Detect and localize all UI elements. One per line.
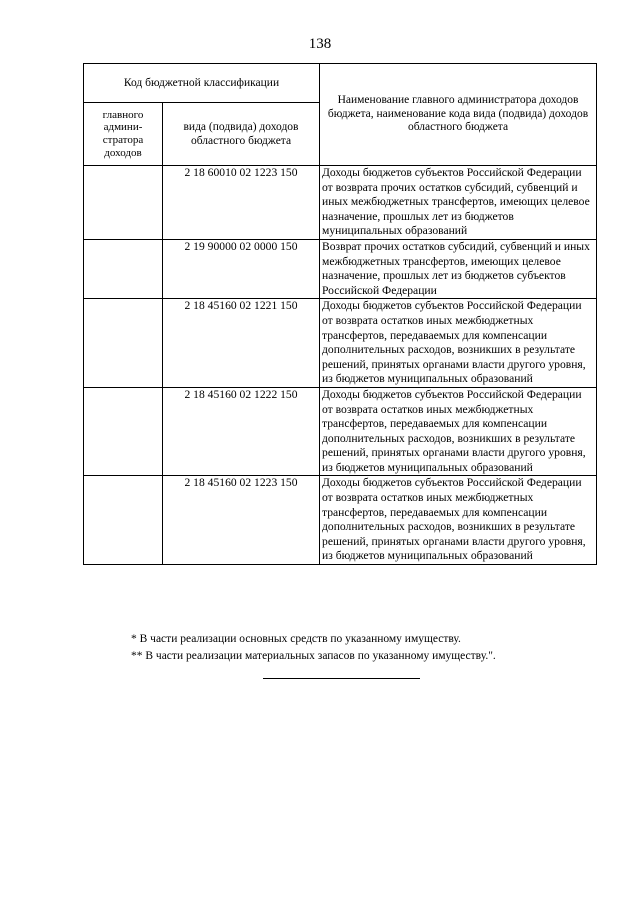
admin-code-cell xyxy=(84,239,163,298)
footnote-fixed-assets: * В части реализации основных средств по указанному имуществу. xyxy=(131,633,461,645)
table-row xyxy=(84,387,597,476)
header-income-type-code: вида (подвида) доходов областного бюджета xyxy=(163,103,320,166)
income-name-cell: Доходы бюджетов субъектов Российской Федерации от возврата остатков иных межбюджетных трансфертов, передаваемых для компенсации дополнительных расходов, возникших в результате решений, принятых органами власти другого уровня, из бюджетов муниципальных образований xyxy=(320,387,597,476)
income-code-cell: 2 18 45160 02 1223 150 xyxy=(163,476,320,565)
table-header-row xyxy=(84,64,597,103)
header-chief-administrator: главного админи-стратора доходов xyxy=(84,103,163,166)
income-code-cell: 2 19 90000 02 0000 150 xyxy=(163,239,320,298)
table-row xyxy=(84,239,597,298)
income-name-cell: Доходы бюджетов субъектов Российской Федерации от возврата остатков иных межбюджетных трансфертов, передаваемых для компенсации дополнительных расходов, возникших в результате решений, принятых органами власти другого уровня, из бюджетов муниципальных образований xyxy=(320,299,597,388)
table-row xyxy=(84,166,597,240)
income-name-cell: Доходы бюджетов субъектов Российской Федерации от возврата остатков иных межбюджетных трансфертов, передаваемых для компенсации дополнительных расходов, возникших в результате решений, принятых органами власти другого уровня, из бюджетов муниципальных образований xyxy=(320,476,597,565)
income-code-cell: 2 18 60010 02 1223 150 xyxy=(163,166,320,240)
footnote-material-stocks: ** В части реализации материальных запасов по указанному имуществу.". xyxy=(131,650,496,662)
footnotes xyxy=(131,631,496,665)
admin-code-cell xyxy=(84,476,163,565)
admin-code-cell xyxy=(84,166,163,240)
table-row xyxy=(84,476,597,565)
header-administrator-name: Наименование главного администратора доходов бюджета, наименование кода вида (подвида) доходов областного бюджета xyxy=(320,64,597,166)
page-number: 138 xyxy=(308,36,332,52)
end-separator-line xyxy=(263,678,420,679)
income-name-cell: Возврат прочих остатков субсидий, субвенций и иных межбюджетных трансфертов, имеющих целевое назначение, прошлых лет из бюджетов субъектов Российской Федерации xyxy=(320,239,597,298)
income-code-cell: 2 18 45160 02 1222 150 xyxy=(163,387,320,476)
table-row xyxy=(84,299,597,388)
income-code-cell: 2 18 45160 02 1221 150 xyxy=(163,299,320,388)
admin-code-cell xyxy=(84,387,163,476)
header-budget-classification-code: Код бюджетной классификации xyxy=(84,64,320,103)
income-name-cell: Доходы бюджетов субъектов Российской Федерации от возврата прочих остатков субсидий, субвенций и иных межбюджетных трансфертов, имеющих целевое назначение, прошлых лет из бюджетов муниципальных образований xyxy=(320,166,597,240)
admin-code-cell xyxy=(84,299,163,388)
budget-classification-table xyxy=(83,63,597,565)
